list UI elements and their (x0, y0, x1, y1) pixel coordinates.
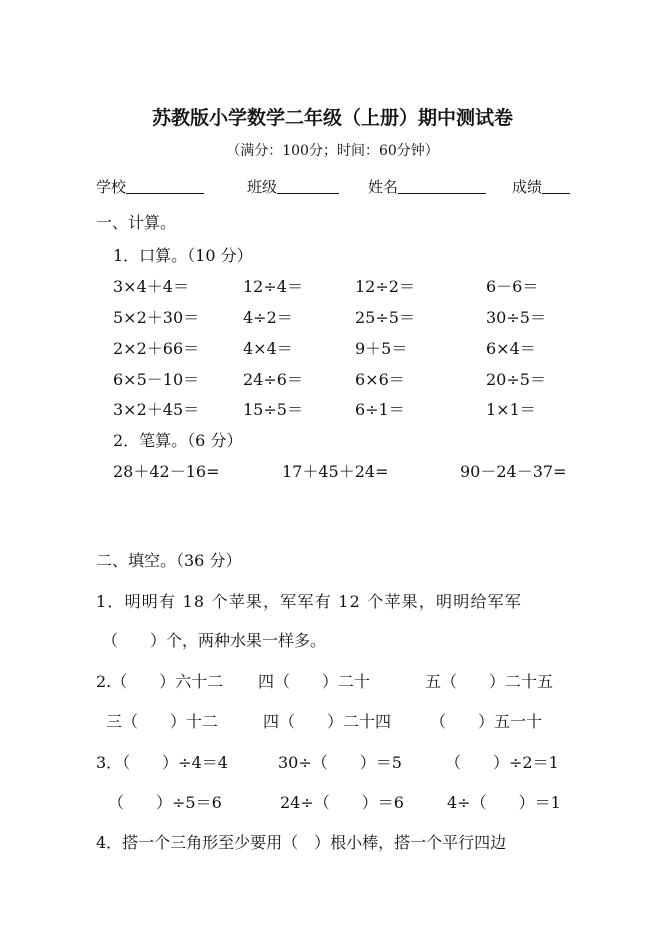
question-2-item: 三（ ）十二 (106, 712, 219, 731)
oral-item: 25÷5＝ (355, 308, 415, 327)
name-label: 姓名 (368, 178, 399, 196)
question-3-item: 30÷（ ）＝5 (278, 753, 402, 772)
section1-heading: 一、计算。 (96, 213, 177, 232)
oral-item: 2×2＋66＝ (113, 339, 200, 358)
page-title: 苏教版小学数学二年级（上册）期中测试卷 (151, 107, 513, 129)
question-3-item: 3．（ ）÷4＝4 (96, 753, 228, 772)
score-label: 成绩 (512, 178, 543, 196)
oral-item: 6×4＝ (486, 339, 536, 358)
oral-item: 4×4＝ (243, 339, 293, 358)
question-1-line-2: （ ）个，两种水果一样多。 (102, 631, 327, 650)
class-field[interactable] (247, 176, 339, 197)
school-field[interactable] (96, 176, 204, 197)
question-2-item: （ ）五一十 (430, 712, 543, 731)
question-2-item: 2.（ ）六十二 (96, 672, 224, 691)
oral-heading: 1．口算。（10 分） (113, 246, 253, 265)
question-3-item: 24÷（ ）＝6 (280, 793, 404, 812)
score-blank[interactable] (542, 179, 570, 194)
oral-item: 5×2＋30＝ (113, 308, 200, 327)
question-2-item: 四（ ）二十 (258, 672, 371, 691)
written-item: 17＋45＋24= (282, 462, 389, 481)
oral-item: 9＋5＝ (355, 339, 408, 358)
written-item: 28＋42－16= (113, 462, 220, 481)
oral-item: 12÷4＝ (243, 277, 303, 296)
question-3-item: （ ）÷2＝1 (445, 753, 559, 772)
section2-heading: 二、填空。（36 分） (96, 551, 242, 570)
name-blank[interactable] (398, 179, 486, 194)
oral-item: 3×2＋45＝ (113, 400, 200, 419)
page-subtitle: （满分：100分；时间：60分钟） (226, 143, 439, 159)
oral-item: 6×5－10＝ (113, 370, 200, 389)
written-heading: 2．笔算。（6 分） (113, 431, 243, 450)
oral-item: 24÷6＝ (243, 370, 303, 389)
oral-item: 1×1＝ (486, 400, 536, 419)
question-1-line-1: 1．明明有 18 个苹果，军军有 12 个苹果，明明给军军 (96, 592, 523, 611)
class-label: 班级 (247, 178, 278, 196)
oral-item: 12÷2＝ (355, 277, 415, 296)
school-label: 学校 (96, 178, 127, 196)
name-field[interactable] (368, 176, 486, 197)
class-blank[interactable] (277, 179, 339, 194)
question-2-item: 四（ ）二十四 (263, 712, 392, 731)
oral-item: 4÷2＝ (243, 308, 293, 327)
score-field[interactable] (512, 176, 570, 197)
oral-item: 30÷5＝ (486, 308, 546, 327)
written-item: 90－24－37= (460, 462, 567, 481)
oral-item: 15÷5＝ (243, 400, 303, 419)
oral-item: 20÷5＝ (486, 370, 546, 389)
question-2-item: 五（ ）二十五 (425, 672, 554, 691)
question-4-line-1: 4．搭一个三角形至少要用（ ）根小棒，搭一个平行四边 (96, 833, 507, 852)
school-blank[interactable] (126, 179, 204, 194)
question-3-item: 4÷（ ）＝1 (447, 793, 561, 812)
oral-item: 3×4＋4＝ (113, 277, 189, 296)
oral-item: 6×6＝ (355, 370, 405, 389)
oral-item: 6÷1＝ (355, 400, 405, 419)
oral-item: 6－6＝ (486, 277, 539, 296)
question-3-item: （ ）÷5＝6 (108, 793, 222, 812)
